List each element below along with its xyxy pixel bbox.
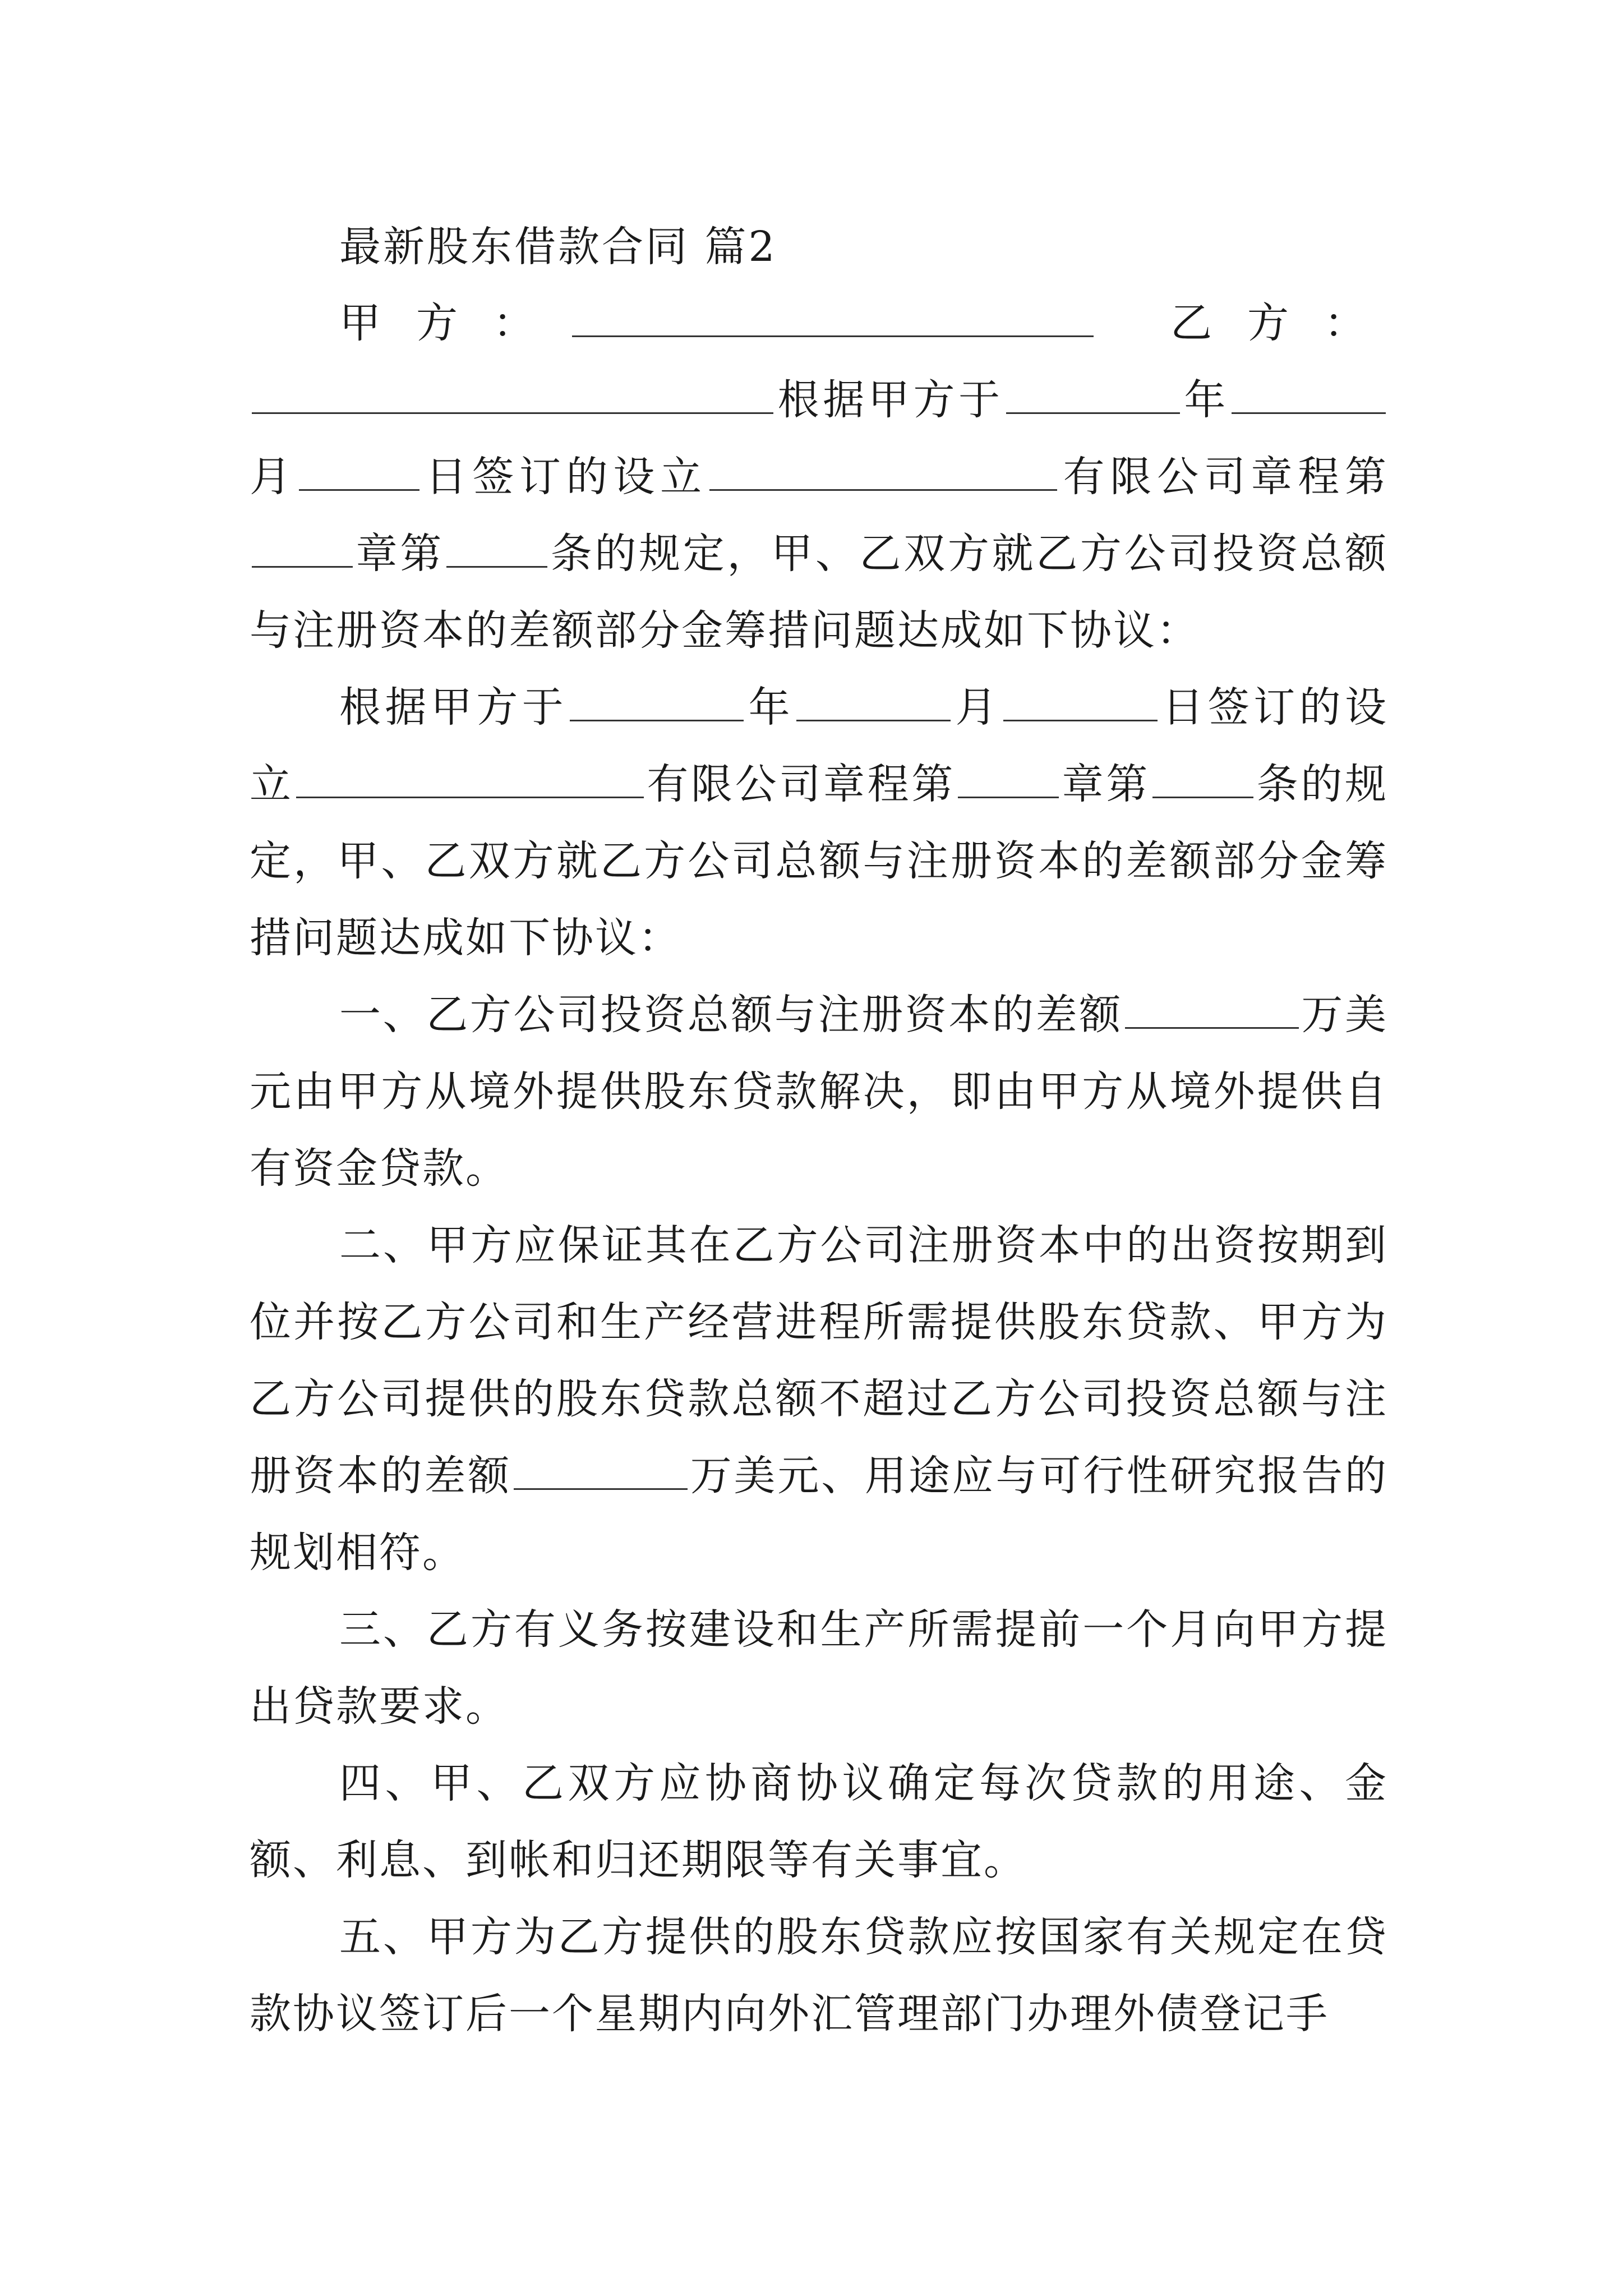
document-body [250,213,1388,2053]
preamble-article: 条的规定，甲、乙双方就乙方公司总额与注册资本的差额部分金筹措问题达成如下协议： [250,760,1389,962]
clause-1-text-b: 万美元由甲方从境外提供股东贷款解决，即由甲方从境外提供自有资金贷款。 [250,991,1389,1193]
month-label: 月 [250,453,297,501]
clause-1-text-a: 一、乙方公司投资总额与注册资本的差额 [339,991,1123,1039]
preamble-blank-company [296,762,644,798]
preamble-blank-year [570,685,744,721]
blank-day [299,454,419,491]
preamble-paragraph [250,669,1388,977]
party-a-label: 甲方： [339,299,570,347]
article-text: 条的规定，甲、乙双方就乙方公司投资总额与注册资本的差额部分金筹措问题达成如下协议： [250,530,1388,655]
day-sign-text: 日签订的设立 [421,453,707,501]
clause-3: 三、乙方有义务按建设和生产所需提前一个月向甲方提出贷款要求。 [250,1605,1388,1731]
blank-article [446,531,547,568]
parties-paragraph [250,285,1388,669]
preamble-day-sign: 日签订的设立 [250,683,1389,808]
blank-chapter [252,531,353,568]
clause-1-blank-amount [1125,992,1299,1029]
blank-party-a [572,301,1094,337]
preamble-chapter: 章第 [1061,760,1151,808]
clause-2-blank-amount [514,1453,688,1490]
clause-2-text-b: 万美元、用途应与可行性研究报告的规划相符。 [250,1452,1389,1577]
clause-5: 五、甲方为乙方提供的股东贷款应按国家有关规定在贷款协议签订后一个星期内向外汇管理部门办理外债登记手 [250,1913,1388,2038]
year-label: 年 [1182,376,1229,424]
preamble-blank-day [1003,685,1158,721]
charter-text: 有限公司章程第 [1059,453,1389,501]
basis-text: 根据甲方于 [776,376,1004,424]
preamble-charter: 有限公司章程第 [645,760,956,808]
preamble-month: 月 [953,683,1001,731]
clause-2-text-a: 二、甲方应保证其在乙方公司注册资本中的出资按期到位并按乙方公司和生产经营进程所需提供股东贷款、甲方为乙方公司提供的股东贷款总额不超过乙方公司投资总额与注册资本的差额 [250,1221,1388,1500]
blank-party-b [252,378,773,414]
blank-company [709,454,1057,491]
document-title: 最新股东借款合同 篇2 [339,223,777,271]
preamble-blank-article [1152,762,1253,798]
clause-2 [250,1207,1388,1591]
clause-1 [250,977,1388,1207]
blank-year [1006,378,1180,414]
preamble-basis: 根据甲方于 [339,683,568,731]
clause-4: 四、甲、乙双方应协商协议确定每次贷款的用途、金额、利息、到帐和归还期限等有关事宜。 [250,1759,1388,1884]
blank-month [1232,378,1386,414]
preamble-year: 年 [746,683,795,731]
preamble-blank-month [796,685,951,721]
party-b-label: 乙方： [1158,299,1388,347]
chapter-text: 章第 [355,530,445,578]
preamble-blank-chapter [958,762,1059,798]
